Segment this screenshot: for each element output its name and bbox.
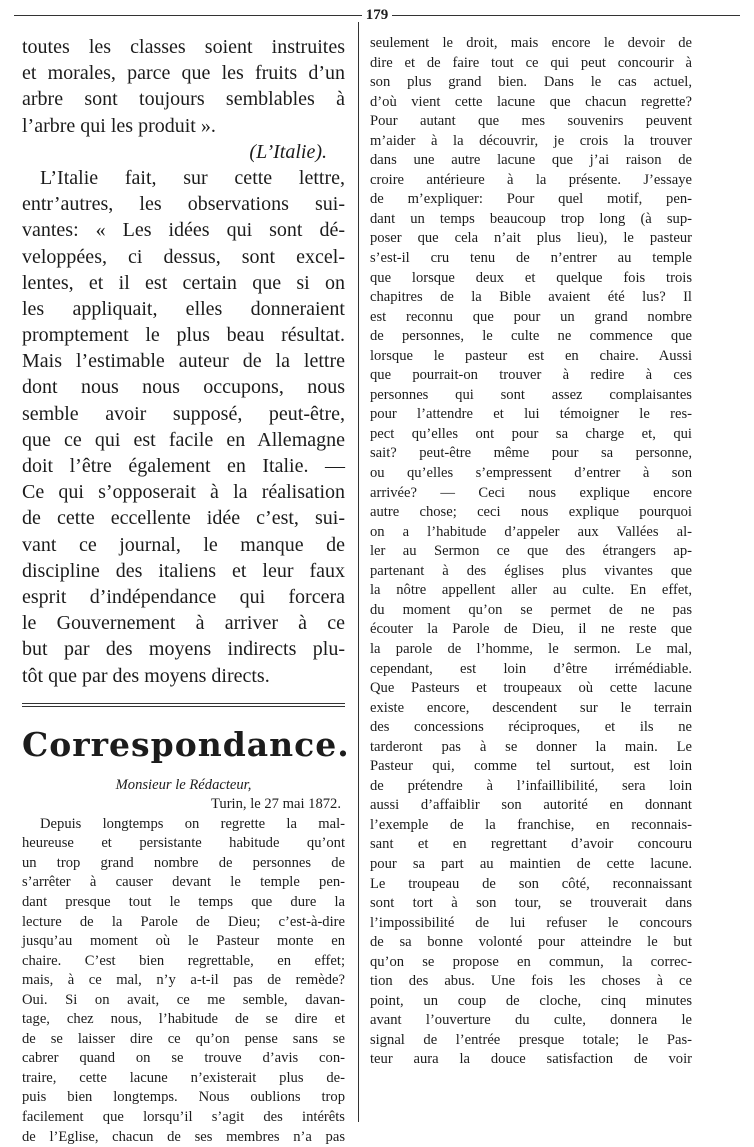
section-separator bbox=[22, 703, 345, 707]
text-line: cependant, est loin d’être irrémédiable. bbox=[370, 660, 692, 677]
text-line: on a l’habitude d’appeler aux Vallées al- bbox=[370, 523, 692, 540]
source-attribution: (L’Italie). bbox=[249, 140, 327, 163]
text-line: des concessions réciproques, et ils ne bbox=[370, 719, 692, 736]
text-line: Pasteur qui, comme tel surtout, est loin bbox=[370, 758, 692, 775]
text-line: aussi d’affaiblir son autorité en donnant bbox=[370, 797, 692, 814]
header-rule-left bbox=[14, 15, 362, 16]
right-column bbox=[370, 34, 692, 1070]
text-line: est reconnu que pour un grand nombre bbox=[370, 308, 692, 325]
text-line: entr’autres, les observations sui- bbox=[22, 193, 345, 216]
text-line: Ce qui s’opposerait à la réalisation bbox=[22, 481, 345, 504]
text-line: l’exemple de la franchise, en reconnais- bbox=[370, 816, 692, 833]
text-line: poser que cela n’ait plus lieu), le pasteur bbox=[370, 230, 692, 247]
text-line: un trop grand nombre de personnes de bbox=[22, 854, 345, 871]
text-line: s’arrêter à causer devant le temple pen- bbox=[22, 874, 345, 891]
text-line: veloppées, ci dessus, sont excel- bbox=[22, 245, 345, 268]
text-line: autre chose; ceci nous explique pourquoi bbox=[370, 504, 692, 521]
letter-salutation: Monsieur le Rédacteur, bbox=[115, 776, 252, 793]
text-line: Depuis longtemps on regrette la mal- bbox=[40, 815, 345, 832]
text-line: toutes les classes soient instruites bbox=[22, 36, 345, 58]
text-line: lecture de la Parole de Dieu; c’est-à-dire bbox=[22, 913, 345, 930]
text-line: écouter la Parole de Dieu, il ne reste que bbox=[370, 621, 692, 638]
text-line: heureuse et persistante habitude qu’ont bbox=[22, 835, 345, 852]
text-line: la parole de l’homme, le sermon. Le mal, bbox=[370, 640, 692, 657]
text-line: mais, à ce mal, n’y a-t-il pas de remède? bbox=[22, 972, 345, 989]
text-line: sont tort à son tour, se trouverait dans bbox=[370, 895, 692, 912]
text-line: d’où vient cette lacune que chacun regrette? bbox=[370, 93, 692, 110]
text-line: arrivée? — Ceci nous explique encore bbox=[370, 484, 692, 501]
text-line: cabrer quand on se trouve d’avis con- bbox=[22, 1050, 345, 1067]
text-line: et morales, parce que les fruits d’un bbox=[22, 62, 345, 85]
text-line: vant ce journal, le manque de bbox=[22, 533, 345, 556]
quoted-letter-ending bbox=[22, 34, 345, 165]
text-line: jusqu’au moment où le Pasteur monte en bbox=[22, 933, 345, 950]
text-line: tôt que par des moyens directs. bbox=[22, 664, 270, 687]
text-line: vantes: « Les idées qui sont dé- bbox=[22, 219, 345, 242]
text-line: but par des moyens indirects plu- bbox=[22, 638, 345, 661]
text-line: dire et de faire tout ce qui peut concourir à bbox=[370, 54, 692, 71]
text-line: les appliquait, elles donneraient bbox=[22, 297, 345, 320]
text-line: existe encore, descendent sur le terrain bbox=[370, 699, 692, 716]
text-line: doit l’être également en Italie. — bbox=[22, 455, 345, 477]
text-line: dant presque tout le temps que dure la bbox=[22, 893, 345, 910]
text-line: lorsque le pasteur est en chaire. Aussi bbox=[370, 347, 692, 364]
letter-continuation bbox=[370, 34, 692, 1070]
page-header bbox=[14, 4, 740, 26]
text-line: teur aura la douce satisfaction de voir bbox=[370, 1051, 692, 1068]
page-number: 179 bbox=[365, 6, 389, 23]
text-line: partenant à des églises plus vivantes que bbox=[370, 562, 692, 579]
text-line: de prétendre à l’infaillibilité, sera loin bbox=[370, 777, 692, 794]
text-line: personnes qui sont assez complaisantes bbox=[370, 386, 692, 403]
text-line: dans une autre lacune que j’ai raison de bbox=[370, 152, 692, 169]
text-line: qu’on se propose en commun, la correc- bbox=[370, 953, 692, 970]
text-line: la nôtre appellent aller au culte. En effet, bbox=[370, 582, 692, 599]
text-line: chapitres de la Bible avaient été lus? Il bbox=[370, 289, 692, 306]
column-divider bbox=[358, 22, 359, 1122]
text-line: facilement que lorsqu’il s’agit des intérêts bbox=[22, 1108, 345, 1125]
text-line: que ce qui est facile en Allemagne bbox=[22, 428, 345, 451]
text-line: Que Pasteurs et troupeaux où cette lacune bbox=[370, 680, 692, 697]
text-line: sant et en regrettant d’avoir concouru bbox=[370, 836, 692, 853]
text-line: de personnes, le culte ne commence que bbox=[370, 328, 692, 345]
text-line: pour sa part au maintien de cette lacune. bbox=[370, 855, 692, 872]
text-line: ou qu’elles s’empressent d’entrer à son bbox=[370, 465, 692, 482]
text-line: le Gouvernement à arriver à ce bbox=[22, 612, 345, 635]
text-line: pect qu’elles ont pour sa charge et, qui bbox=[370, 425, 692, 442]
text-line: dont nous nous occupons, nous bbox=[22, 376, 345, 399]
text-line: esprit d’indépendance qui forcera bbox=[22, 585, 345, 608]
text-line: l’arbre qui les produit ». bbox=[22, 114, 216, 137]
text-line: promptement le plus beau résultat. bbox=[22, 324, 345, 347]
text-line: L’Italie fait, sur cette lettre, bbox=[40, 166, 345, 189]
text-line: discipline des italiens et leur faux bbox=[22, 559, 345, 582]
text-line: arbre sont toujours semblables à bbox=[22, 88, 345, 111]
text-line: seulement le droit, mais encore le devoir de bbox=[370, 35, 692, 51]
text-line: Pour autant que mes souvenirs peuvent bbox=[370, 113, 692, 130]
text-line: dant un temps beaucoup trop long (à sup- bbox=[370, 210, 692, 227]
text-line: son plus grand bien. Dans le cas actuel, bbox=[370, 74, 692, 91]
text-line: ler au Sermon ce que des étrangers ap- bbox=[370, 543, 692, 560]
text-line: lentes, et il est certain que si on bbox=[22, 271, 345, 294]
text-line: de cette eccellente idée c’est, sui- bbox=[22, 507, 345, 530]
text-line: que lorsque deux et quelque fois trois bbox=[370, 269, 692, 286]
text-line: s’est-il cru tenu de n’entrer au temple bbox=[370, 250, 692, 267]
text-line: sait? peut-être même pour sa personne, bbox=[370, 445, 692, 462]
text-line: traire, cette lacune n’existerait plus de- bbox=[22, 1069, 345, 1086]
text-line: signal de l’entrée presque totale; le Pas- bbox=[370, 1031, 692, 1048]
left-column bbox=[22, 34, 350, 1147]
text-line: croire antérieure à la présente. J’essaye bbox=[370, 171, 692, 188]
text-line: puis bien longtemps. Nous oublions trop bbox=[22, 1089, 345, 1106]
text-line: l’impossibilité de lui refuser le concours bbox=[370, 914, 692, 931]
text-line: semble avoir supposé, peut-être, bbox=[22, 402, 345, 425]
text-line: m’aider à la découvrir, je crois la trouver bbox=[370, 132, 692, 149]
text-line: pour l’attendre et lui témoigner le res- bbox=[370, 406, 692, 423]
text-line: Le troupeau de son côté, reconnaissant bbox=[370, 875, 692, 892]
text-line: tarderont pas à se donner la main. Le bbox=[370, 738, 692, 755]
text-line: de l’Eglise, chacun de ses membres n’a pas bbox=[22, 1128, 345, 1145]
text-line: avant l’ouverture du culte, donnera le bbox=[370, 1012, 692, 1029]
letter-dateline: Turin, le 27 mai 1872. bbox=[211, 796, 341, 813]
text-line: de sa bonne volonté pour atteindre le but bbox=[370, 934, 692, 951]
text-line: point, un coup de cloche, cinq minutes bbox=[370, 992, 692, 1009]
header-rule-right bbox=[392, 15, 740, 16]
commentary-paragraph bbox=[22, 165, 345, 689]
text-line: tion des abus. Une fois les choses à ce bbox=[370, 973, 692, 990]
text-line: de se laisser dire ce qu’on pense sans se bbox=[22, 1030, 345, 1047]
text-line: que pourrait-on trouver à redire à ces bbox=[370, 367, 692, 384]
text-line: tage, chez nous, l’habitude de se dire et bbox=[22, 1011, 345, 1028]
text-line: de m’expliquer: Pour quel motif, pen- bbox=[370, 191, 692, 208]
text-line: du moment qu’on se permet de ne pas bbox=[370, 601, 692, 618]
text-line: Oui. Si on avait, ce me semble, davan- bbox=[22, 991, 345, 1008]
letter-body bbox=[22, 815, 345, 1147]
section-title: Correspondance. bbox=[22, 724, 350, 764]
text-line: Mais l’estimable auteur de la lettre bbox=[22, 350, 345, 373]
text-line: chaire. C’est bien regrettable, en effet; bbox=[22, 952, 345, 969]
